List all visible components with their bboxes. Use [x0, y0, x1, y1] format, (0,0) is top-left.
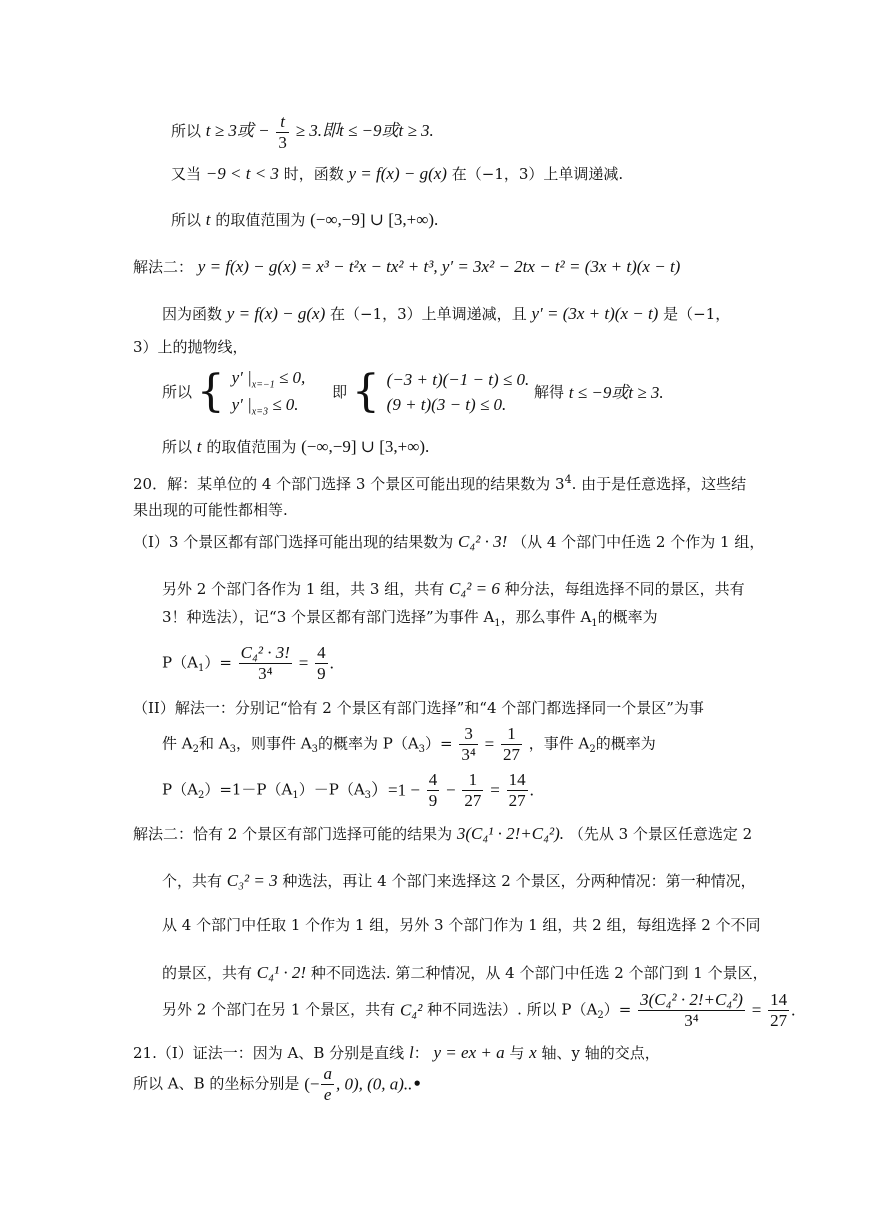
- line-2: [171, 165, 623, 182]
- math: C₄¹ · 2!: [256, 963, 307, 982]
- text: 件 A: [162, 734, 193, 753]
- text: ，则事件 A: [235, 734, 312, 753]
- fraction: $\frac{14}{27}$: [770, 990, 788, 1030]
- line-5: [162, 305, 730, 322]
- text: 的景区，共有: [162, 964, 253, 982]
- math: t ≥ 3或 −: [205, 121, 270, 141]
- text: ）=: [204, 653, 232, 672]
- period: .: [529, 780, 534, 800]
- math: y = f(x) − g(x) = x³ − t²x − tx² + t³, y′ = 3x² − 2tx − t² = (3x + t)(x − t): [197, 257, 681, 276]
- line-21: [162, 964, 768, 981]
- line-6: [133, 340, 248, 355]
- text: 与: [509, 1044, 525, 1062]
- text: 21.（Ⅰ）证法一：因为 A、B 分别是直线: [133, 1044, 405, 1062]
- text: 的概率为 P（A: [317, 734, 419, 753]
- subscript: 1: [292, 790, 299, 802]
- text: 所以 A、B 的坐标分别是: [133, 1074, 300, 1093]
- subscript: 1: [197, 663, 205, 675]
- fraction: $\frac{a}{e}$: [323, 1064, 332, 1104]
- text: ：: [413, 1044, 429, 1062]
- math: (−: [304, 1074, 320, 1094]
- text: 种分法，每组选择不同的景区，共有: [504, 580, 745, 598]
- left-brace: {: [351, 366, 380, 418]
- text: 所以: [162, 438, 193, 456]
- line-13: [162, 610, 658, 629]
- math: C₄² = 6: [449, 579, 500, 598]
- text: 的概率为: [597, 608, 658, 626]
- text: 个，共有: [162, 872, 223, 890]
- text: 的取值范围为: [206, 438, 297, 456]
- equals: =: [490, 780, 500, 800]
- math: C₃² = 3: [226, 871, 278, 890]
- math: l: [408, 1043, 414, 1062]
- line-16: [162, 724, 656, 764]
- line-4: [133, 258, 680, 275]
- math: ≥ 3.即t ≤ −9或t ≥ 3.: [295, 121, 434, 141]
- math: (−∞,−9] ∪ [3,+∞).: [310, 210, 439, 229]
- equals: =: [751, 1000, 762, 1020]
- math: (−∞,−9] ∪ [3,+∞).: [301, 437, 430, 456]
- text: 又当: [171, 165, 202, 183]
- text: ）－P（A: [298, 780, 365, 799]
- system-2: (−3 + t)(−1 − t) ≤ 0. (9 + t)(3 − t) ≤ 0.: [386, 369, 530, 415]
- text: 的概率为: [595, 734, 656, 753]
- line-9: [133, 474, 746, 492]
- system-1: y′ $|_{x=-1} \le 0$, y′ $|_{x=3} \le 0$.: [231, 368, 306, 418]
- text: ）=1 −: [371, 780, 420, 800]
- text: 所以: [162, 382, 193, 401]
- left-brace: {: [196, 366, 225, 418]
- line-14: [162, 643, 334, 683]
- fraction: $\frac{\text{3(C₄² · 2!+C₄²)}}{\text{3⁴}}$: [640, 990, 743, 1030]
- math: y = ex + a: [433, 1043, 505, 1062]
- math: t ≤ −9或t ≥ 3.: [568, 382, 664, 402]
- subscript: 3: [418, 744, 426, 756]
- line-1: [171, 112, 434, 152]
- text: （II）解法一：分别记“恰有 2 个景区有部门选择”和“4 个部门都选择同一个景区”为事: [133, 699, 704, 717]
- equals: =: [298, 653, 309, 673]
- text: 在（−1，3）上单调递减.: [451, 165, 624, 183]
- text: 果出现的可能性都相等.: [133, 501, 288, 519]
- text: 解法二：: [133, 258, 194, 276]
- line-10: [133, 503, 288, 518]
- math: −9 < t < 3: [205, 164, 279, 183]
- subscript: 2: [192, 744, 199, 756]
- text: ，事件 A: [528, 734, 590, 753]
- math: C₄²: [399, 1000, 423, 1020]
- fraction: $\frac{14}{27}$: [508, 770, 526, 810]
- text: ）=: [425, 734, 453, 753]
- math: t: [205, 210, 211, 229]
- text: 是（−1，: [663, 305, 731, 323]
- subscript: 1: [494, 618, 501, 629]
- text: （从 4 个部门中任选 2 个作为 1 组，: [512, 533, 765, 551]
- period: .: [329, 653, 334, 673]
- text: 3！种选法），记“3 个景区都有部门选择”为事件 A: [162, 608, 495, 626]
- minus: −: [446, 780, 456, 800]
- period: .: [791, 1000, 796, 1020]
- line-22: [162, 990, 795, 1030]
- line-11: [133, 533, 764, 550]
- text: 因为函数: [162, 305, 223, 323]
- line-15: [133, 701, 704, 716]
- text: 时，函数: [283, 165, 344, 183]
- text: 轴、y 轴的交点，: [541, 1044, 660, 1062]
- fraction: $\frac{4}{9}$: [317, 643, 326, 683]
- text: （I）3 个景区都有部门选择可能出现的结果数为: [133, 533, 454, 551]
- text: 另外 2 个部门在另 1 个景区，共有: [162, 1000, 396, 1019]
- text: . 由于是任意选择，这些结: [571, 475, 747, 493]
- text: ）=: [603, 1000, 632, 1019]
- text: 解得: [534, 382, 565, 401]
- fraction: $\frac{\text{C₄² · 3!}}{\text{3⁴}}$: [240, 643, 290, 683]
- subscript: 3: [364, 790, 372, 802]
- superscript: 4: [564, 473, 572, 486]
- math: y = f(x) − g(x): [226, 304, 326, 323]
- line-3: [171, 211, 438, 228]
- text: 的取值范围为: [215, 211, 306, 229]
- text: 种不同选法）. 所以 P（A: [427, 1000, 598, 1019]
- line-12: [162, 580, 745, 597]
- text: 解法二：恰有 2 个景区有部门选择可能的结果为: [133, 825, 453, 843]
- math: C₄² · 3!: [458, 532, 508, 551]
- line-8: [162, 438, 429, 455]
- math: t: [196, 437, 202, 456]
- text: 20．解：某单位的 4 个部门选择 3 个景区可能出现的结果数为 3: [133, 475, 565, 493]
- fraction: $\frac{4}{9}$: [428, 770, 438, 810]
- text: ）=1－P（A: [204, 780, 293, 799]
- line-7: [162, 365, 664, 420]
- subscript: 3: [229, 744, 236, 756]
- text: （先从 3 个景区任意选定 2: [568, 825, 753, 843]
- subscript: 3: [311, 744, 318, 756]
- equals: =: [484, 734, 495, 754]
- math: 3(C₄¹ · 2!+C₄²).: [456, 824, 565, 843]
- text: 种选法，再让 4 个部门来选择这 2 个景区，分两种情况：第一种情况，: [282, 872, 756, 890]
- bullet: •: [412, 1074, 423, 1093]
- subscript: 2: [589, 744, 596, 756]
- text: P（A: [162, 653, 198, 672]
- math: y = f(x) − g(x): [348, 164, 447, 183]
- text: ，那么事件 A: [500, 608, 592, 626]
- text: P（A: [162, 780, 198, 799]
- text: 另外 2 个部门各作为 1 组，共 3 组，共有: [162, 580, 445, 598]
- line-24: [133, 1064, 422, 1104]
- math: , 0), (0, a)..: [335, 1074, 413, 1094]
- line-23: [133, 1044, 660, 1061]
- fraction: $\frac{1}{27}$: [502, 724, 520, 764]
- fraction: $\frac{1}{27}$: [464, 770, 482, 810]
- line-19: [162, 872, 756, 889]
- fraction: $\frac{3}{\text{3⁴}}$: [461, 724, 476, 764]
- line-17: [162, 770, 534, 810]
- subscript: 1: [591, 618, 598, 629]
- text: 所以: [171, 211, 202, 229]
- text: 从 4 个部门中任取 1 个作为 1 组，另外 3 个部门作为 1 组，共 2 组，每组选择 2 个不同: [162, 916, 761, 934]
- math: y′ = (3x + t)(x − t): [531, 304, 659, 323]
- math: x: [529, 1043, 537, 1062]
- subscript: 2: [197, 790, 205, 802]
- fraction: $\frac{t}{3}$: [278, 112, 287, 152]
- subscript: 2: [597, 1010, 604, 1022]
- line-18: [133, 825, 752, 842]
- text: 种不同选法. 第二种情况，从 4 个部门中任选 2 个部门到 1 个景区，: [310, 964, 768, 982]
- line-20: [162, 918, 761, 933]
- text: 3）上的抛物线，: [133, 338, 248, 356]
- text: 所以: [171, 122, 202, 141]
- text: 和 A: [198, 734, 230, 753]
- text: 在（−1，3）上单调递减，且: [330, 305, 527, 323]
- text: 即: [332, 382, 348, 401]
